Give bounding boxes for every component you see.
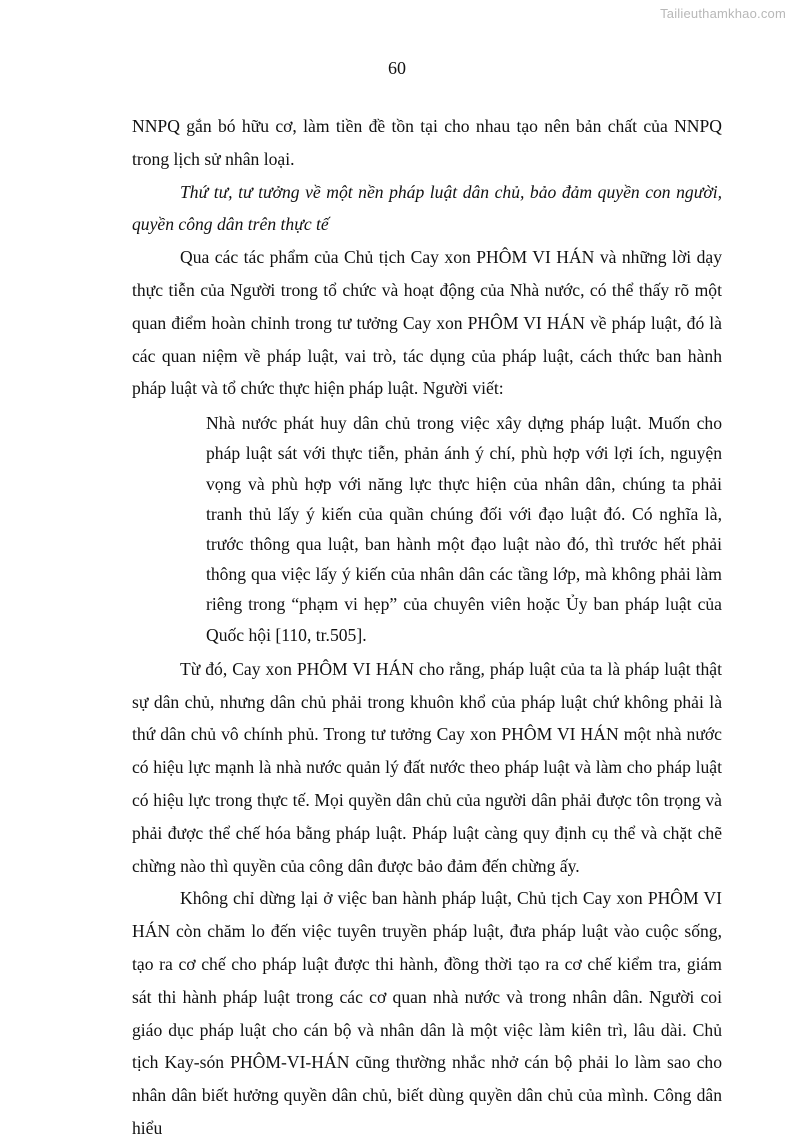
block-quote: Nhà nước phát huy dân chủ trong việc xây dựng pháp luật. Muốn cho pháp luật sát với thực tiễn, phản ánh ý chí, phù hợp với lợi ích, nguyện vọng và phù hợp với năng lực thực hiện của nhân dân, chúng ta phải tranh thủ lấy ý kiến của quần chúng đối với đạo luật đó. Có nghĩa là, trước thông qua luật, ban hành một đạo luật nào đó, thì trước hết phải thông qua việc lấy ý kiến của nhân dân các tầng lớp, mà không phải làm riêng trong “phạm vi hẹp” của chuyên viên hoặc Ủy ban pháp luật của Quốc hội [110, tr.505]. (206, 413, 722, 645)
paragraph: Qua các tác phẩm của Chủ tịch Cay xon PHÔM VI HÁN và những lời dạy thực tiễn của Người trong tổ chức và hoạt động của Nhà nước, có thể thấy rõ một quan điểm hoàn chỉnh trong tư tưởng Cay xon PHÔM VI HÁN về pháp luật, đó là các quan niệm về pháp luật, vai trò, tác dụng của pháp luật, cách thức ban hành pháp luật và tổ chức thực hiện pháp luật. Người viết: (132, 247, 722, 399)
section-heading-italic: Thứ tư, tư tưởng về một nền pháp luật dân chủ, bảo đảm quyền con người, quyền công dân trên thực tế (132, 181, 722, 235)
watermark: Tailieuthamkhao.com (660, 6, 786, 21)
paragraph-continuation: NNPQ gắn bó hữu cơ, làm tiền đề tồn tại cho nhau tạo nên bản chất của NNPQ trong lịch sử nhân loại. (132, 116, 722, 169)
page-number: 60 (388, 58, 406, 78)
paragraph: Từ đó, Cay xon PHÔM VI HÁN cho rằng, pháp luật của ta là pháp luật thật sự dân chủ, nhưng dân chủ phải trong khuôn khổ của pháp luật chứ không phải là thứ dân chủ vô chính phủ. Trong tư tưởng Cay xon PHÔM VI HÁN một nhà nước có hiệu lực mạnh là nhà nước quản lý đất nước theo pháp luật và làm cho pháp luật có hiệu lực trong thực tế. Mọi quyền dân chủ của người dân phải được tôn trọng và phải được thể chế hóa bằng pháp luật. Pháp luật càng quy định cụ thể và chặt chẽ chừng nào thì quyền của công dân được bảo đảm đến chừng ấy. (132, 658, 722, 876)
paragraph: Không chỉ dừng lại ở việc ban hành pháp luật, Chủ tịch Cay xon PHÔM VI HÁN còn chăm lo đến việc tuyên truyền pháp luật, đưa pháp luật vào cuộc sống, tạo ra cơ chế cho pháp luật được thi hành, đồng thời tạo ra cơ chế kiểm tra, giám sát thi hành pháp luật trong các cơ quan nhà nước và trong nhân dân. Người coi giáo dục pháp luật cho cán bộ và nhân dân là một việc làm kiên trì, lâu dài. Chủ tịch Kay-són PHÔM-VI-HÁN cũng thường nhắc nhở cán bộ phải lo làm sao cho nhân dân biết hưởng quyền dân chủ, biết dùng quyền dân chủ của mình. Công dân hiểu (132, 888, 722, 1138)
document-body (132, 110, 722, 1145)
